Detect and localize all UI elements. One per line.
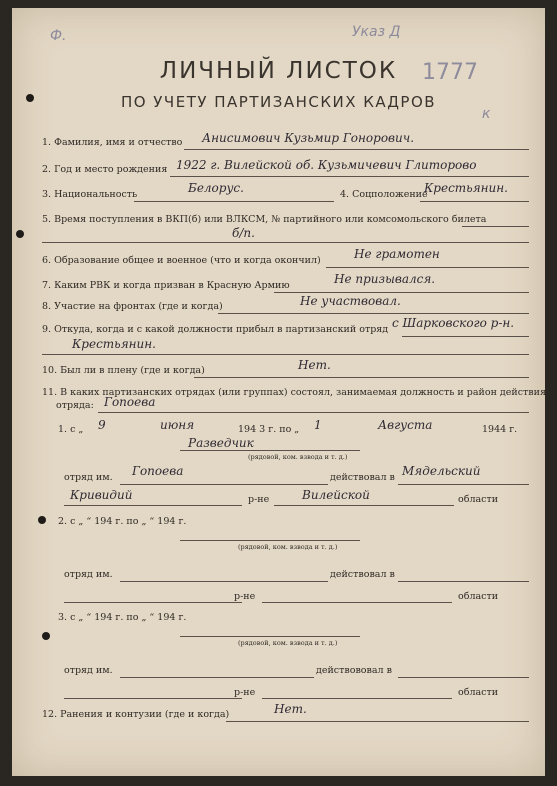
period-3-unit-label: отряд им. xyxy=(64,665,113,676)
field-3-label: 3. Национальность xyxy=(42,189,138,200)
field-11-label-2: отряда: xyxy=(56,400,94,411)
period-2-row: 2. с „ “ 194 г. по „ “ 194 г. xyxy=(58,516,187,527)
period-1-unit-line xyxy=(120,484,328,485)
field-3-value: Белорус. xyxy=(188,181,244,195)
field-9-line-1 xyxy=(402,336,529,337)
field-2-label: 2. Год и место рождения xyxy=(42,164,168,175)
period-1-unit-label: отряд им. xyxy=(64,472,113,483)
period-2-district-line xyxy=(262,602,452,603)
field-9-value-cont: Крестьянин. xyxy=(72,337,156,351)
period-2-unit-label: отряд им. xyxy=(64,569,113,580)
punch-hole xyxy=(16,230,24,238)
field-9-line-2 xyxy=(42,354,529,355)
field-1-line xyxy=(184,149,529,150)
period-2-acted-line xyxy=(398,581,529,582)
period-1-acted: Мядельский xyxy=(402,464,481,478)
period-3-acted-line xyxy=(398,677,529,678)
period-1-acted-line xyxy=(398,484,529,485)
period-1-rank-line xyxy=(180,450,360,451)
period-1-month-to: Августа xyxy=(378,418,433,432)
field-2-value: 1922 г. Вилейской об. Кузьмичевич Глиторово xyxy=(176,158,477,172)
period-1-year-to: 1944 г. xyxy=(482,424,518,435)
field-9-label: 9. Откуда, когда и с какой должности прибыл в партизанский отряд xyxy=(42,324,389,335)
field-1-label: 1. Фамилия, имя и отчество xyxy=(42,137,183,148)
field-8-value: Не участвовал. xyxy=(300,294,401,308)
pencil-mark-number: 1777 xyxy=(422,60,478,85)
period-2-district-label: р-не xyxy=(234,591,256,602)
period-3-district-line xyxy=(262,698,452,699)
field-4-label: 4. Соцположение xyxy=(340,189,428,200)
period-1-district: Вилейской xyxy=(302,488,370,502)
period-1-year-from: 194 3 г. по „ xyxy=(238,424,300,435)
rank-hint-3: (рядовой, ком. взвода и т. д.) xyxy=(238,639,338,647)
period-1-district-label: р-не xyxy=(248,494,270,505)
pencil-mark-top-left: Ф. xyxy=(50,28,67,44)
period-3-row: 3. с „ “ 194 г. по „ “ 194 г. xyxy=(58,612,187,623)
pencil-mark-suffix: к xyxy=(482,106,491,122)
field-10-label: 10. Был ли в плену (где и когда) xyxy=(42,365,205,376)
period-1-day-from: 9 xyxy=(98,418,106,432)
field-8-line xyxy=(218,313,529,314)
field-12-value: Нет. xyxy=(274,702,307,716)
punch-hole xyxy=(38,516,46,524)
field-7-label: 7. Каким РВК и когда призван в Красную Армию xyxy=(42,280,290,291)
field-11-label: 11. В каких партизанских отрядах (или группах) состоял, занимаемая должность и район действия xyxy=(42,387,546,398)
period-2-rank-line xyxy=(180,540,360,541)
pencil-mark-top-right: Указ Д xyxy=(352,24,401,40)
field-10-value: Нет. xyxy=(298,358,331,372)
field-7-line xyxy=(274,292,529,293)
period-1-place-line xyxy=(64,505,242,506)
field-5-value: б/п. xyxy=(232,226,255,240)
period-1-rank: Разведчик xyxy=(188,436,254,450)
period-2-region-label: области xyxy=(458,591,499,602)
field-4-value: Крестьянин. xyxy=(424,181,508,195)
page-title: ЛИЧНЫЙ ЛИСТОК xyxy=(159,58,398,84)
period-2-place-line xyxy=(64,602,242,603)
field-12-line xyxy=(226,721,529,722)
rank-hint-2: (рядовой, ком. взвода и т. д.) xyxy=(238,543,338,551)
period-3-unit-line xyxy=(120,677,314,678)
period-1-unit: Гопоева xyxy=(132,464,184,478)
period-2-acted-label: действовал в xyxy=(330,569,395,580)
field-12-label: 12. Ранения и контузии (где и когда) xyxy=(42,709,230,720)
field-1-value: Анисимович Кузьмир Гонорович. xyxy=(202,131,415,145)
punch-hole xyxy=(42,632,50,640)
period-1-from-label: 1. с „ xyxy=(58,424,84,435)
field-6-line xyxy=(326,267,529,268)
rank-hint-1: (рядовой, ком. взвода и т. д.) xyxy=(248,453,348,461)
field-9-value: с Шарковского р-н. xyxy=(392,316,515,330)
field-8-label: 8. Участие на фронтах (где и когда) xyxy=(42,301,223,312)
period-1-month-from: июня xyxy=(160,418,195,432)
field-6-label: 6. Образование общее и военное (что и когда окончил) xyxy=(42,255,321,266)
field-11-line xyxy=(98,412,529,413)
period-3-acted-label: действововал в xyxy=(316,665,392,676)
period-1-district-line xyxy=(274,505,454,506)
period-1-place: Кривидий xyxy=(70,488,133,502)
field-4-line xyxy=(420,201,529,202)
period-3-rank-line xyxy=(180,636,360,637)
field-10-line xyxy=(194,377,529,378)
document-sheet xyxy=(12,8,545,776)
field-7-value: Не призывался. xyxy=(334,272,436,286)
period-1-acted-label: действовал в xyxy=(330,472,395,483)
period-3-region-label: области xyxy=(458,687,499,698)
period-2-unit-line xyxy=(120,581,328,582)
field-3-line xyxy=(134,201,334,202)
period-3-district-label: р-не xyxy=(234,687,256,698)
period-1-day-to: 1 xyxy=(314,418,322,432)
field-6-value: Не грамотен xyxy=(354,247,440,261)
field-2-line xyxy=(170,176,529,177)
period-1-region-label: области xyxy=(458,494,499,505)
period-3-place-line xyxy=(64,698,242,699)
field-11-value: Гопоева xyxy=(104,395,156,409)
field-5-line-2 xyxy=(42,242,529,243)
field-5-label: 5. Время поступления в ВКП(б) или ВЛКСМ, № партийного или комсомольского билета xyxy=(42,214,487,225)
page-subtitle: ПО УЧЕТУ ПАРТИЗАНСКИХ КАДРОВ xyxy=(120,93,437,111)
field-5-line-1 xyxy=(462,226,529,227)
